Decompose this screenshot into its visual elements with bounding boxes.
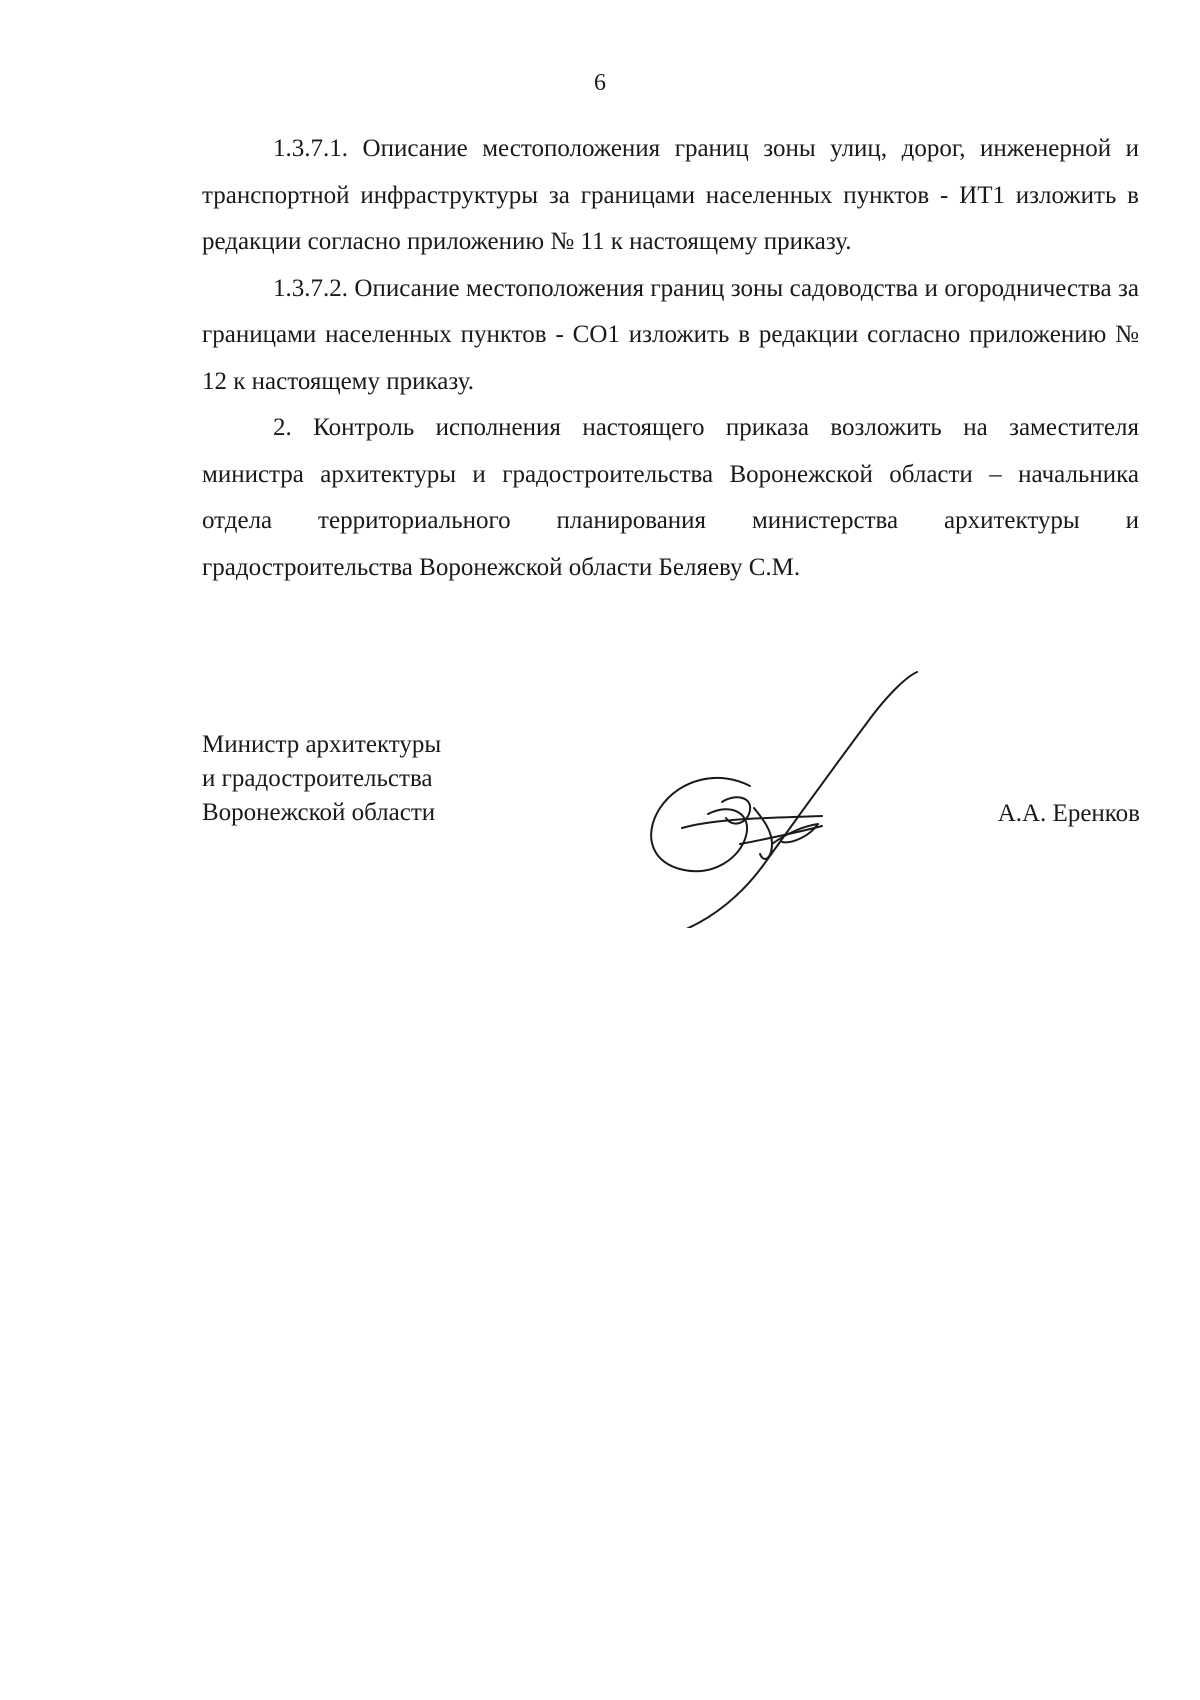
- handwritten-signature: [622, 668, 922, 928]
- paragraph-1-3-7-2: 1.3.7.2. Описание местоположения границ зоны садоводства и огородничества за границами населенных пунктов - СО1 изложить в редакции согласно приложению № 12 к настоящему приказу.: [202, 274, 1139, 395]
- paragraph-2: 2. Контроль исполнения настоящего приказа возложить на заместителя министра архитектуры и градостроительства Воронежской области – начальника отдела территориального планирования министерства архитектуры и градостроительства Воронежской области Беляеву С.М.: [202, 414, 1139, 581]
- page-number: 6: [594, 70, 606, 96]
- document-body: [202, 126, 1139, 591]
- signer-title-line: Министр архитектуры: [202, 731, 442, 758]
- signer-title-line: Воронежской области: [202, 799, 436, 826]
- paragraph-1-3-7-1: 1.3.7.1. Описание местоположения границ зоны улиц, дорог, инженерной и транспортной инфраструктуры за границами населенных пунктов - ИТ1 изложить в редакции согласно приложению № 11 к настоящему приказу.: [202, 135, 1139, 255]
- signer-title: [202, 728, 441, 830]
- signer-title-line: и градостроительства: [202, 765, 433, 792]
- signature-block: [202, 728, 1162, 938]
- signer-name: А.А. Еренков: [997, 800, 1140, 827]
